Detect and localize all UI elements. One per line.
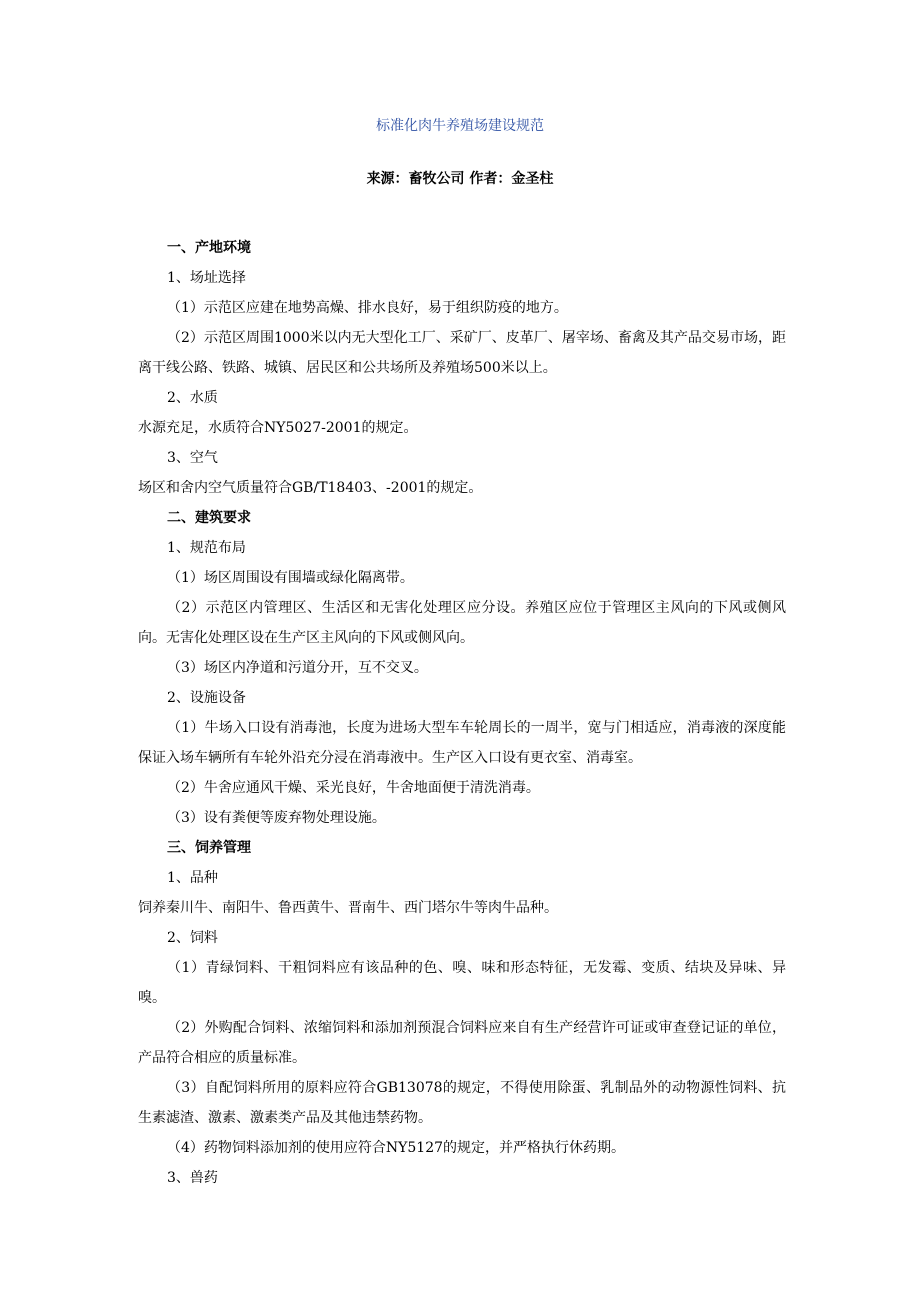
subsection-heading: 2、饲料 <box>167 930 218 946</box>
paragraph: （1）青绿饲料、干粗饲料应有该品种的色、嗅、味和形态特征，无发霉、变质、结块及异味、异嗅。 <box>138 960 786 1006</box>
section-heading: 二、建筑要求 <box>167 510 251 526</box>
paragraph: （3）设有粪便等废弃物处理设施。 <box>167 810 386 826</box>
paragraph: （4）药物饲料添加剂的使用应符合NY5127的规定，并严格执行休药期。 <box>167 1140 626 1156</box>
paragraph: 水源充足，水质符合NY5027-2001的规定。 <box>138 420 418 436</box>
paragraph: 饲养秦川牛、南阳牛、鲁西黄牛、晋南牛、西门塔尔牛等肉牛品种。 <box>138 900 558 916</box>
paragraph: （2）示范区周围1000米以内无大型化工厂、采矿厂、皮革厂、屠宰场、畜禽及其产品交易市场，距离干线公路、铁路、城镇、居民区和公共场所及养殖场500米以上。 <box>138 330 786 376</box>
subsection-heading: 3、空气 <box>167 450 218 466</box>
subsection-heading: 1、规范布局 <box>167 540 246 556</box>
paragraph: （1）场区周围设有围墙或绿化隔离带。 <box>167 570 414 586</box>
subsection-heading: 1、品种 <box>167 870 218 886</box>
paragraph: （2）示范区内管理区、生活区和无害化处理区应分设。养殖区应位于管理区主风向的下风或侧风向。无害化处理区设在生产区主风向的下风或侧风向。 <box>138 600 786 646</box>
document-body <box>138 233 786 1193</box>
section-heading: 一、产地环境 <box>167 240 251 256</box>
paragraph: （1）示范区应建在地势高燥、排水良好，易于组织防疫的地方。 <box>167 300 568 316</box>
paragraph: （3）自配饲料所用的原料应符合GB13078的规定，不得使用除蛋、乳制品外的动物源性饲料、抗生素滤渣、激素、激素类产品及其他违禁药物。 <box>138 1080 786 1126</box>
document-source-line: 来源：畜牧公司 作者：金圣柱 <box>366 171 554 187</box>
subsection-heading: 3、兽药 <box>167 1170 218 1186</box>
subsection-heading: 1、场址选择 <box>167 270 246 286</box>
paragraph: 场区和舍内空气质量符合GB/T18403、-2001的规定。 <box>138 480 483 496</box>
subsection-heading: 2、水质 <box>167 390 218 406</box>
paragraph: （2）牛舍应通风干燥、采光良好，牛舍地面便于清洗消毒。 <box>167 780 540 796</box>
section-heading: 三、饲养管理 <box>167 840 251 856</box>
subsection-heading: 2、设施设备 <box>167 690 246 706</box>
paragraph: （1）牛场入口设有消毒池，长度为进场大型车车轮周长的一周半，宽与门相适应，消毒液的深度能保证入场车辆所有车轮外沿充分浸在消毒液中。生产区入口设有更衣室、消毒室。 <box>138 720 786 766</box>
paragraph: （3）场区内净道和污道分开，互不交叉。 <box>167 660 428 676</box>
paragraph: （2）外购配合饲料、浓缩饲料和添加剂预混合饲料应来自有生产经营许可证或审查登记证的单位，产品符合相应的质量标准。 <box>138 1020 786 1066</box>
document-title: 标准化肉牛养殖场建设规范 <box>376 118 544 134</box>
